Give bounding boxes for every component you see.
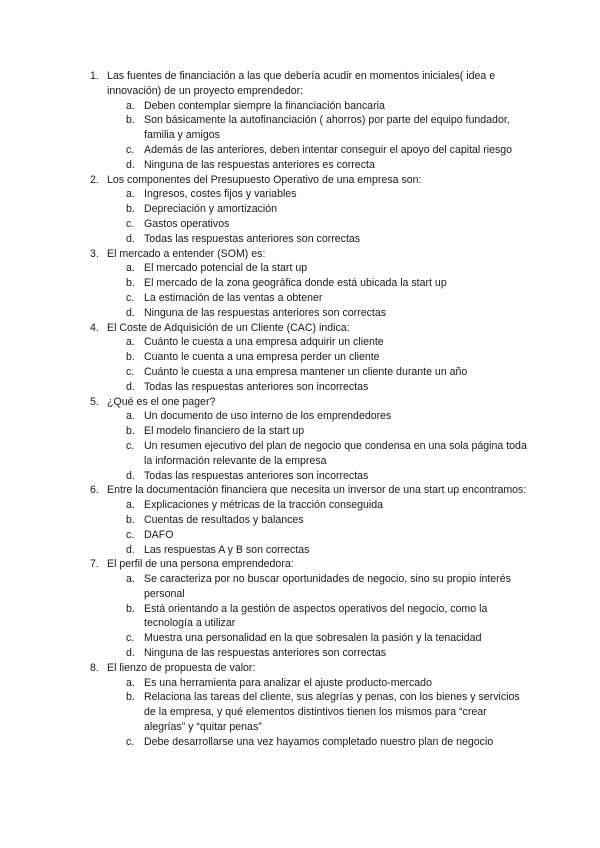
option-letter: a. bbox=[126, 410, 135, 423]
option-text: El mercado de la zona geográfica donde está ubicada la start up bbox=[144, 277, 447, 290]
option-text: Depreciación y amortización bbox=[144, 203, 278, 216]
answer-option bbox=[107, 261, 600, 276]
option-letter: a. bbox=[126, 99, 135, 112]
option-letter: b. bbox=[126, 114, 135, 127]
option-text: Cuentas de resultados y balances bbox=[144, 513, 304, 526]
question-text: El lienzo de propuesta de valor: bbox=[107, 661, 256, 674]
answer-option bbox=[107, 143, 600, 158]
answer-option bbox=[107, 528, 600, 543]
answer-option bbox=[107, 113, 600, 143]
option-letter: a. bbox=[126, 188, 135, 201]
option-text: Deben contemplar siempre la financiación bancaria bbox=[144, 99, 385, 112]
option-letter: a. bbox=[126, 573, 135, 586]
option-text: Gastos operativos bbox=[144, 217, 230, 230]
answer-option bbox=[107, 335, 600, 350]
option-letter: d. bbox=[126, 232, 135, 245]
answer-option bbox=[107, 646, 600, 661]
answer-option bbox=[107, 513, 600, 528]
question-number: 5. bbox=[90, 395, 99, 408]
option-letter: d. bbox=[126, 380, 135, 393]
answer-option bbox=[107, 602, 600, 632]
option-text: El mercado potencial de la start up bbox=[144, 262, 308, 275]
option-text: Además de las anteriores, deben intentar conseguir el apoyo del capital riesgo bbox=[144, 143, 513, 156]
answer-options bbox=[107, 335, 600, 394]
question-text: ¿Qué es el one pager? bbox=[107, 395, 216, 408]
question-number: 6. bbox=[90, 484, 99, 497]
answer-option bbox=[107, 735, 600, 750]
option-letter: a. bbox=[126, 676, 135, 689]
question-number: 4. bbox=[90, 321, 99, 334]
option-letter: b. bbox=[126, 351, 135, 364]
answer-option bbox=[107, 439, 600, 469]
answer-option bbox=[107, 543, 600, 558]
question-list bbox=[0, 69, 600, 750]
answer-option bbox=[107, 217, 600, 232]
answer-option bbox=[107, 676, 600, 691]
option-letter: d. bbox=[126, 469, 135, 482]
option-text: DAFO bbox=[144, 528, 174, 541]
answer-option bbox=[107, 232, 600, 247]
option-text: Ninguna de las respuestas anteriores son correctas bbox=[144, 306, 387, 319]
question-number: 1. bbox=[90, 70, 99, 82]
question-text: El perfil de una persona emprendedora: bbox=[107, 558, 294, 571]
option-text: Es una herramienta para analizar el ajuste producto-mercado bbox=[144, 676, 432, 689]
question-text: Los componentes del Presupuesto Operativo de una empresa son: bbox=[107, 173, 422, 186]
question-number: 3. bbox=[90, 247, 99, 260]
option-text: Está orientando a la gestión de aspectos operativos del negocio, como la tecnología a utilizar bbox=[144, 602, 488, 630]
option-letter: c. bbox=[126, 143, 135, 156]
answer-option bbox=[107, 202, 600, 217]
option-text: Explicaciones y métricas de la tracción conseguida bbox=[144, 499, 384, 512]
option-text: Son básicamente la autofinanciación ( ahorros) por parte del equipo fundador, familia y amigos bbox=[144, 114, 510, 142]
option-text: Un documento de uso interno de los emprendedores bbox=[144, 410, 392, 423]
option-letter: c. bbox=[126, 735, 135, 748]
option-letter: b. bbox=[126, 691, 135, 704]
answer-option bbox=[107, 99, 600, 114]
option-letter: b. bbox=[126, 602, 135, 615]
question-text: Las fuentes de financiación a las que debería acudir en momentos iniciales( idea e innovación) de un proyecto emprendedor: bbox=[107, 70, 496, 97]
answer-option bbox=[107, 469, 600, 484]
option-text: Todas las respuestas anteriores son incorrectas bbox=[144, 469, 369, 482]
question-item bbox=[0, 483, 600, 557]
option-text: La estimación de las ventas a obtener bbox=[144, 291, 323, 304]
answer-options bbox=[107, 99, 600, 173]
question-text: El mercado a entender (SOM) es: bbox=[107, 247, 266, 260]
option-text: Cuanto le cuenta a una empresa perder un cliente bbox=[144, 351, 380, 364]
question-item bbox=[0, 661, 600, 750]
answer-option bbox=[107, 498, 600, 513]
answer-options bbox=[107, 498, 600, 557]
option-letter: d. bbox=[126, 647, 135, 660]
question-text: Entre la documentación financiera que necesita un inversor de una start up encontramos: bbox=[107, 484, 527, 497]
answer-option bbox=[107, 187, 600, 202]
option-text: Un resumen ejecutivo del plan de negocio que condensa en una sola página toda la información relevante de la empresa bbox=[144, 439, 527, 467]
answer-option bbox=[107, 365, 600, 380]
answer-option bbox=[107, 380, 600, 395]
option-letter: c. bbox=[126, 217, 135, 230]
answer-option bbox=[107, 424, 600, 439]
option-text: Ninguna de las respuestas anteriores son correctas bbox=[144, 647, 387, 660]
answer-option bbox=[107, 690, 600, 734]
question-item bbox=[0, 173, 600, 247]
option-text: Todas las respuestas anteriores son correctas bbox=[144, 232, 361, 245]
option-letter: a. bbox=[126, 336, 135, 349]
answer-option bbox=[107, 306, 600, 321]
option-letter: b. bbox=[126, 203, 135, 216]
option-letter: c. bbox=[126, 528, 135, 541]
answer-options bbox=[107, 187, 600, 246]
option-text: Ingresos, costes fijos y variables bbox=[144, 188, 297, 201]
option-letter: d. bbox=[126, 306, 135, 319]
question-number: 2. bbox=[90, 173, 99, 186]
option-letter: d. bbox=[126, 543, 135, 556]
option-letter: b. bbox=[126, 513, 135, 526]
question-number: 7. bbox=[90, 558, 99, 571]
answer-option bbox=[107, 572, 600, 602]
question-number: 8. bbox=[90, 661, 99, 674]
option-letter: a. bbox=[126, 499, 135, 512]
option-text: Debe desarrollarse una vez hayamos completado nuestro plan de negocio bbox=[144, 735, 494, 748]
option-letter: c. bbox=[126, 291, 135, 304]
question-item bbox=[0, 557, 600, 661]
option-letter: b. bbox=[126, 277, 135, 290]
option-text: Se caracteriza por no buscar oportunidades de negocio, sino su propio interés personal bbox=[144, 573, 511, 600]
answer-option bbox=[107, 276, 600, 291]
option-letter: c. bbox=[126, 365, 135, 378]
option-text: Todas las respuestas anteriores son incorrectas bbox=[144, 380, 369, 393]
answer-options bbox=[107, 572, 600, 661]
option-letter: c. bbox=[126, 632, 135, 645]
answer-options bbox=[107, 409, 600, 483]
option-text: El modelo financiero de la start up bbox=[144, 425, 305, 438]
question-item bbox=[0, 395, 600, 484]
question-text: El Coste de Adquisición de un Cliente (CAC) indica: bbox=[107, 321, 350, 334]
answer-option bbox=[107, 158, 600, 173]
option-letter: b. bbox=[126, 425, 135, 438]
option-text: Relaciona las tareas del cliente, sus alegrías y penas, con los bienes y servicios de la empresa, y qué elementos distintivos tienen los mismos para “crear alegrías” y “quitar penas” bbox=[144, 691, 520, 734]
question-item bbox=[0, 321, 600, 395]
option-text: Cuánto le cuesta a una empresa mantener un cliente durante un año bbox=[144, 365, 468, 378]
option-text: Muestra una personalidad en la que sobresalen la pasión y la tenacidad bbox=[144, 632, 482, 645]
option-letter: c. bbox=[126, 439, 135, 452]
answer-option bbox=[107, 409, 600, 424]
option-letter: d. bbox=[126, 158, 135, 171]
answer-options bbox=[107, 676, 600, 750]
answer-options bbox=[107, 261, 600, 320]
answer-option bbox=[107, 350, 600, 365]
option-text: Ninguna de las respuestas anteriores es correcta bbox=[144, 158, 375, 171]
question-item bbox=[0, 69, 600, 173]
option-text: Las respuestas A y B son correctas bbox=[144, 543, 310, 556]
question-item bbox=[0, 247, 600, 321]
option-text: Cuánto le cuesta a una empresa adquirir un cliente bbox=[144, 336, 384, 349]
option-letter: a. bbox=[126, 262, 135, 275]
answer-option bbox=[107, 631, 600, 646]
answer-option bbox=[107, 291, 600, 306]
